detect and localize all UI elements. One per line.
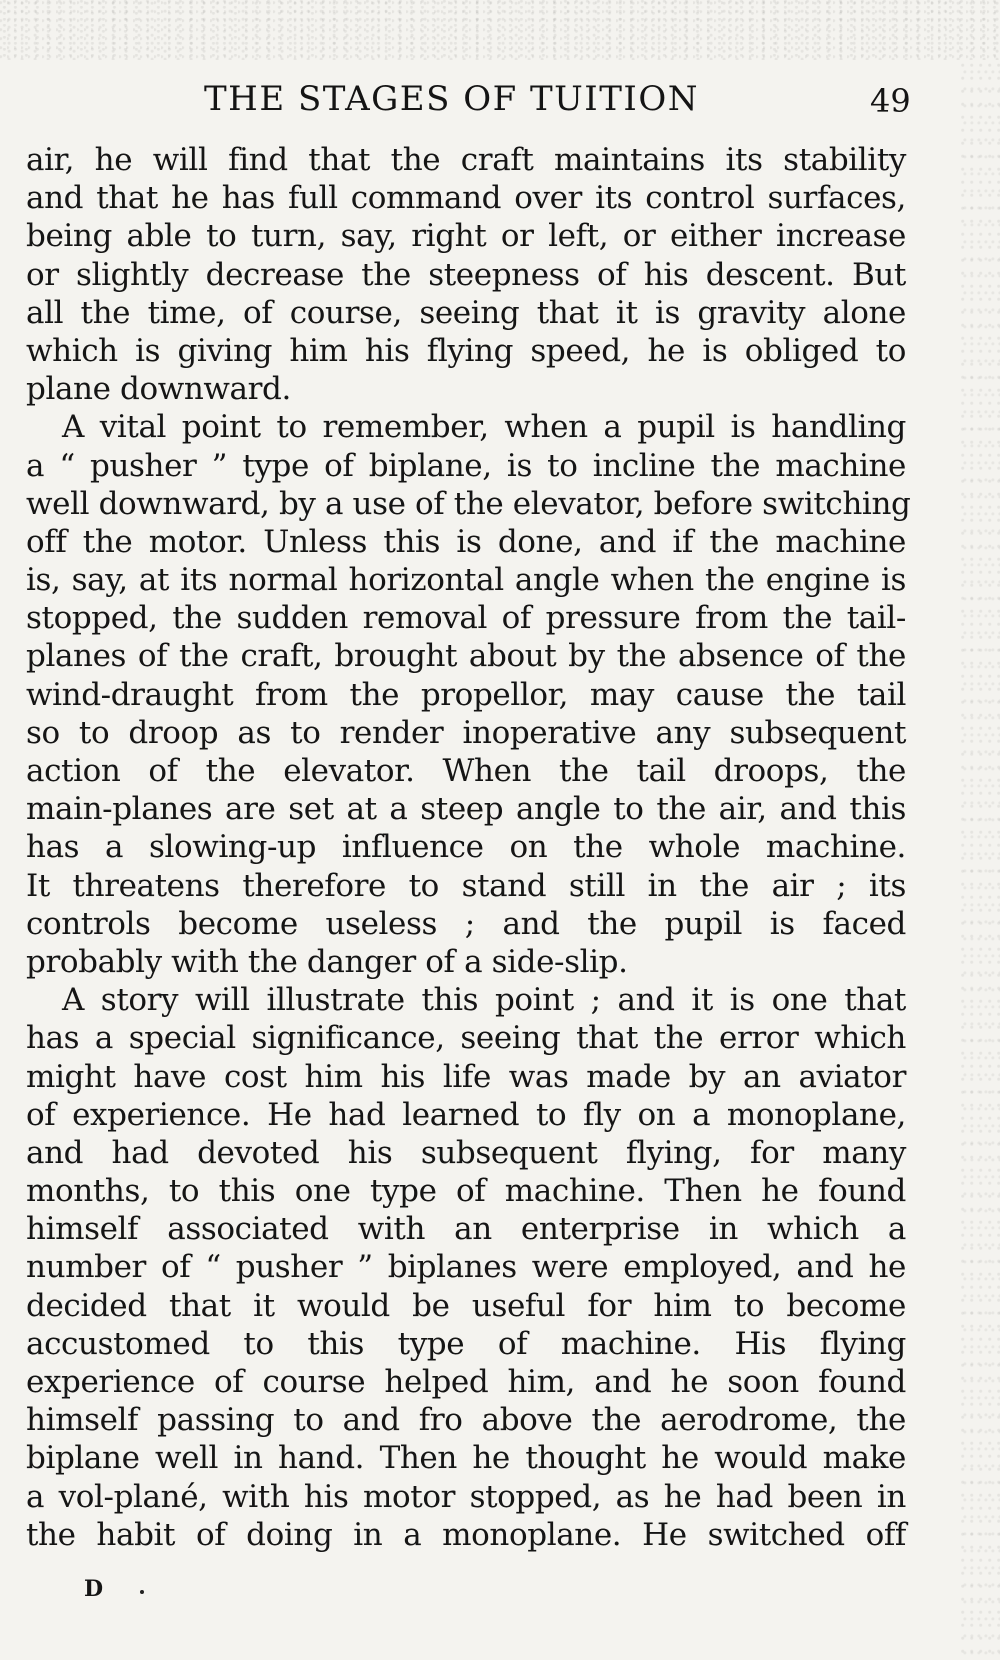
text-line: It threatens therefore to stand still in the air ; its [26, 867, 906, 904]
text-line: which is giving him his flying speed, he is obliged to [26, 332, 906, 369]
text-line: is, say, at its normal horizontal angle when the engine is [26, 562, 906, 599]
signature-dot [140, 1590, 144, 1594]
text-line: biplane well in hand. Then he thought he would make [26, 1440, 906, 1477]
text-line: of experience. He had learned to fly on a monoplane, [26, 1096, 906, 1133]
text-line: months, to this one type of machine. Then he found [26, 1173, 906, 1210]
page-edge-speckle [960, 60, 1000, 1660]
text-line: probably with the danger of a side-slip. [26, 943, 628, 980]
page-top-speckle [0, 0, 1000, 60]
text-line: and that he has full command over its control surfaces, [26, 180, 906, 217]
text-line: might have cost him his life was made by an aviator [26, 1058, 906, 1095]
text-line: decided that it would be useful for him to become [26, 1287, 906, 1324]
text-line: wind-draught from the propellor, may cause the tail [26, 676, 906, 713]
text-line: action of the elevator. When the tail droops, the [26, 753, 906, 789]
text-line: off the motor. Unless this is done, and if the machine [26, 523, 906, 560]
signature-mark: D [84, 1576, 104, 1602]
running-header [0, 74, 1000, 124]
text-line: a vol-plané, with his motor stopped, as he had been in [26, 1478, 906, 1515]
text-line: accustomed to this type of machine. His flying [26, 1325, 906, 1362]
text-line: well downward, by a use of the elevator, before switching [26, 485, 911, 522]
text-line: A story will illustrate this point ; and it is one that [62, 982, 906, 1019]
text-line: plane downward. [26, 371, 291, 408]
text-line: has a special significance, seeing that the error which [26, 1020, 906, 1057]
text-line: and had devoted his subsequent flying, for many [26, 1134, 906, 1171]
text-line: stopped, the sudden removal of pressure from the tail- [26, 600, 906, 637]
running-head-title: THE STAGES OF TUITION [204, 79, 699, 119]
body-text [26, 141, 911, 1554]
page-number: 49 [870, 82, 911, 120]
text-line: himself associated with an enterprise in which a [26, 1211, 906, 1248]
text-line: air, he will find that the craft maintains its stability [26, 142, 906, 178]
text-line: himself passing to and fro above the aerodrome, the [26, 1402, 906, 1439]
text-line: number of “ pusher ” biplanes were employed, and he [26, 1249, 906, 1286]
text-line: all the time, of course, seeing that it is gravity alone [26, 294, 906, 331]
text-line: controls become useless ; and the pupil is faced [26, 905, 906, 942]
text-line: experience of course helped him, and he soon found [26, 1364, 906, 1400]
text-line: planes of the craft, brought about by the absence of the [26, 638, 906, 675]
text-line: being able to turn, say, right or left, or either increase [26, 218, 906, 255]
text-line: or slightly decrease the steepness of his descent. But [26, 256, 906, 293]
text-line: A vital point to remember, when a pupil is handling [62, 409, 906, 446]
text-line: main-planes are set at a steep angle to the air, and this [26, 791, 906, 828]
text-line: has a slowing-up influence on the whole machine. [26, 829, 906, 866]
text-line: so to droop as to render inoperative any subsequent [26, 714, 906, 751]
text-line: a “ pusher ” type of biplane, is to incline the machine [26, 447, 906, 484]
text-line: the habit of doing in a monoplane. He switched off [26, 1516, 906, 1553]
